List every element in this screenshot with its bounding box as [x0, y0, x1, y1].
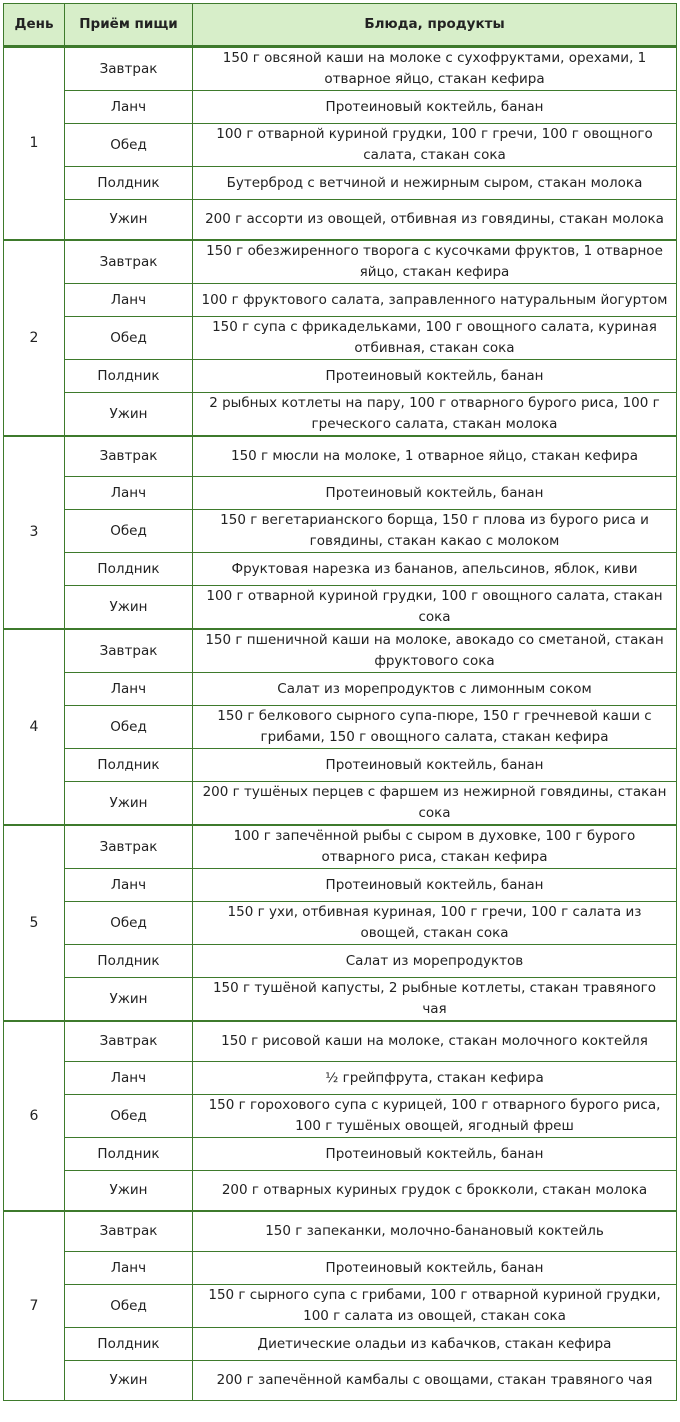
dishes-cell: Протеиновый коктейль, банан — [193, 869, 677, 902]
meal-name-cell: Полдник — [65, 1328, 193, 1361]
meal-name-cell: Ланч — [65, 673, 193, 706]
day-number-cell: 3 — [4, 436, 65, 629]
table-row — [4, 240, 677, 284]
day-number-cell: 1 — [4, 47, 65, 241]
meal-name-cell: Завтрак — [65, 629, 193, 673]
table-row — [4, 1252, 677, 1285]
table-row — [4, 436, 677, 477]
dishes-cell: Протеиновый коктейль, банан — [193, 1138, 677, 1171]
meal-name-cell: Полдник — [65, 167, 193, 200]
dishes-cell: 100 г запечённой рыбы с сыром в духовке, 100 г бурого отварного риса, стакан кефира — [193, 825, 677, 869]
dishes-cell: Протеиновый коктейль, банан — [193, 360, 677, 393]
table-row — [4, 673, 677, 706]
dishes-cell: 200 г запечённой камбалы с овощами, стакан травяного чая — [193, 1361, 677, 1401]
meal-name-cell: Завтрак — [65, 436, 193, 477]
dishes-cell: 150 г тушёной капусты, 2 рыбные котлеты, стакан травяного чая — [193, 978, 677, 1022]
table-row — [4, 1328, 677, 1361]
meal-name-cell: Обед — [65, 317, 193, 360]
meal-name-cell: Завтрак — [65, 1021, 193, 1062]
meal-name-cell: Завтрак — [65, 240, 193, 284]
table-row — [4, 1138, 677, 1171]
meal-name-cell: Завтрак — [65, 47, 193, 91]
dishes-cell: 200 г ассорти из овощей, отбивная из говядины, стакан молока — [193, 200, 677, 241]
dishes-cell: 100 г отварной куриной грудки, 100 г гречи, 100 г овощного салата, стакан сока — [193, 124, 677, 167]
table-row — [4, 200, 677, 241]
table-row — [4, 124, 677, 167]
dishes-cell: 100 г отварной куриной грудки, 100 г овощного салата, стакан сока — [193, 586, 677, 630]
table-row — [4, 1062, 677, 1095]
dishes-cell: 100 г фруктового салата, заправленного натуральным йогуртом — [193, 284, 677, 317]
table-row — [4, 902, 677, 945]
meal-name-cell: Обед — [65, 1285, 193, 1328]
dishes-cell: 150 г ухи, отбивная куриная, 100 г гречи, 100 г салата из овощей, стакан сока — [193, 902, 677, 945]
dishes-cell: 150 г горохового супа с курицей, 100 г отварного бурого риса, 100 г тушёных овощей, ягодный фреш — [193, 1095, 677, 1138]
dishes-cell: Бутерброд с ветчиной и нежирным сыром, стакан молока — [193, 167, 677, 200]
dishes-cell: Протеиновый коктейль, банан — [193, 91, 677, 124]
dishes-cell: Фруктовая нарезка из бананов, апельсинов, яблок, киви — [193, 553, 677, 586]
dishes-cell: 150 г рисовой каши на молоке, стакан молочного коктейля — [193, 1021, 677, 1062]
table-row — [4, 706, 677, 749]
dishes-cell: 2 рыбных котлеты на пару, 100 г отварного бурого риса, 100 г греческого салата, стакан молока — [193, 393, 677, 437]
table-row — [4, 825, 677, 869]
table-row — [4, 945, 677, 978]
dishes-cell: 200 г тушёных перцев с фаршем из нежирной говядины, стакан сока — [193, 782, 677, 826]
meal-name-cell: Обед — [65, 510, 193, 553]
meal-name-cell: Ужин — [65, 978, 193, 1022]
dishes-cell: 150 г пшеничной каши на молоке, авокадо со сметаной, стакан фруктового сока — [193, 629, 677, 673]
dishes-cell: Протеиновый коктейль, банан — [193, 477, 677, 510]
meal-name-cell: Ужин — [65, 586, 193, 630]
table-row — [4, 978, 677, 1022]
table-row — [4, 749, 677, 782]
dishes-cell: 150 г белкового сырного супа-пюре, 150 г гречневой каши с грибами, 150 г овощного салата, стакан кефира — [193, 706, 677, 749]
table-row — [4, 629, 677, 673]
table-row — [4, 869, 677, 902]
table-row — [4, 360, 677, 393]
day-number-cell: 2 — [4, 240, 65, 436]
table-row — [4, 477, 677, 510]
dishes-cell: 150 г запеканки, молочно-банановый коктейль — [193, 1211, 677, 1252]
meal-name-cell: Полдник — [65, 945, 193, 978]
dishes-cell: 150 г вегетарианского борща, 150 г плова из бурого риса и говядины, стакан какао с молоком — [193, 510, 677, 553]
column-header-dishes: Блюда, продукты — [193, 4, 677, 47]
dishes-cell: Протеиновый коктейль, банан — [193, 1252, 677, 1285]
table-row — [4, 91, 677, 124]
table-row — [4, 510, 677, 553]
meal-name-cell: Ланч — [65, 1252, 193, 1285]
meal-name-cell: Обед — [65, 124, 193, 167]
meal-name-cell: Ланч — [65, 869, 193, 902]
table-row — [4, 393, 677, 437]
table-row — [4, 317, 677, 360]
table-row — [4, 1285, 677, 1328]
dishes-cell: Протеиновый коктейль, банан — [193, 749, 677, 782]
table-row — [4, 47, 677, 91]
day-number-cell: 5 — [4, 825, 65, 1021]
meal-name-cell: Ланч — [65, 284, 193, 317]
dishes-cell: ½ грейпфрута, стакан кефира — [193, 1062, 677, 1095]
meal-name-cell: Полдник — [65, 749, 193, 782]
day-number-cell: 7 — [4, 1211, 65, 1401]
table-row — [4, 1211, 677, 1252]
meal-name-cell: Завтрак — [65, 1211, 193, 1252]
meal-name-cell: Ужин — [65, 1361, 193, 1401]
table-row — [4, 284, 677, 317]
column-header-day: День — [4, 4, 65, 47]
diet-menu-table — [3, 3, 677, 1401]
column-header-meal: Приём пищи — [65, 4, 193, 47]
dishes-cell: 150 г супа с фрикадельками, 100 г овощного салата, куриная отбивная, стакан сока — [193, 317, 677, 360]
meal-name-cell: Ужин — [65, 393, 193, 437]
dishes-cell: 200 г отварных куриных грудок с брокколи, стакан молока — [193, 1171, 677, 1212]
meal-name-cell: Завтрак — [65, 825, 193, 869]
table-body — [4, 47, 677, 1401]
dishes-cell: 150 г овсяной каши на молоке с сухофруктами, орехами, 1 отварное яйцо, стакан кефира — [193, 47, 677, 91]
table-row — [4, 553, 677, 586]
meal-name-cell: Ужин — [65, 1171, 193, 1212]
meal-name-cell: Ужин — [65, 782, 193, 826]
dishes-cell: Диетические оладьи из кабачков, стакан кефира — [193, 1328, 677, 1361]
day-number-cell: 6 — [4, 1021, 65, 1211]
table-row — [4, 586, 677, 630]
table-row — [4, 782, 677, 826]
meal-name-cell: Обед — [65, 706, 193, 749]
meal-name-cell: Ужин — [65, 200, 193, 241]
meal-name-cell: Ланч — [65, 477, 193, 510]
dishes-cell: 150 г обезжиренного творога с кусочками фруктов, 1 отварное яйцо, стакан кефира — [193, 240, 677, 284]
table-row — [4, 167, 677, 200]
table-row — [4, 1021, 677, 1062]
meal-name-cell: Ланч — [65, 91, 193, 124]
meal-name-cell: Обед — [65, 902, 193, 945]
meal-name-cell: Полдник — [65, 360, 193, 393]
meal-name-cell: Полдник — [65, 1138, 193, 1171]
meal-name-cell: Полдник — [65, 553, 193, 586]
table-row — [4, 1171, 677, 1212]
meal-name-cell: Обед — [65, 1095, 193, 1138]
dishes-cell: Салат из морепродуктов с лимонным соком — [193, 673, 677, 706]
dishes-cell: 150 г сырного супа с грибами, 100 г отварной куриной грудки, 100 г салата из овощей, стакан сока — [193, 1285, 677, 1328]
dishes-cell: Салат из морепродуктов — [193, 945, 677, 978]
table-row — [4, 1095, 677, 1138]
table-header-row — [4, 4, 677, 47]
day-number-cell: 4 — [4, 629, 65, 825]
dishes-cell: 150 г мюсли на молоке, 1 отварное яйцо, стакан кефира — [193, 436, 677, 477]
meal-name-cell: Ланч — [65, 1062, 193, 1095]
table-row — [4, 1361, 677, 1401]
